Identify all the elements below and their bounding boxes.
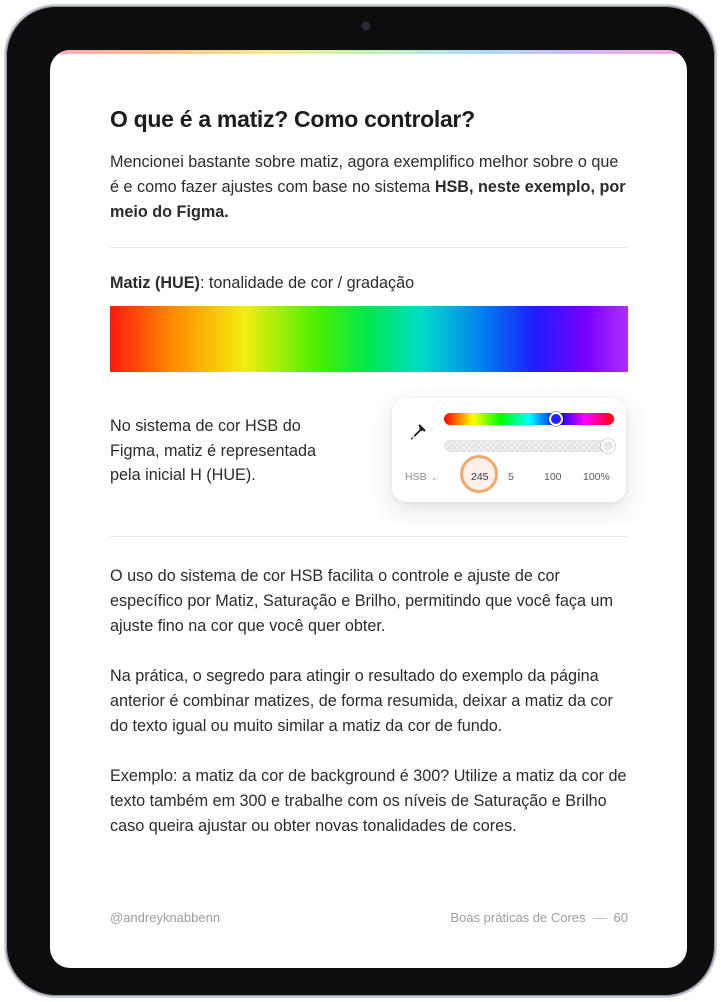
hue-value-field[interactable]: 245 (471, 471, 489, 483)
front-camera (362, 22, 370, 30)
page-number: 60 (613, 910, 628, 925)
body-paragraph: Exemplo: a matiz da cor de background é 300? Utilize a matiz da cor de texto também em 300 e trabalhe com os níveis de Saturação e Brilho caso queira ajustar ou obter novas tonalidades de cores. (110, 767, 627, 835)
saturation-value-field[interactable]: 5 (508, 471, 514, 483)
section-divider (110, 536, 628, 537)
body-paragraph: O uso do sistema de cor HSB facilita o controle e ajuste de cor específico por Matiz, Saturação e Brilho, permitindo que você faça um ajuste fino na cor que você quer obter. (110, 567, 613, 635)
eyedropper-icon[interactable] (408, 424, 426, 442)
hsb-explanation: No sistema de cor HSB do Figma, matiz é representada pela inicial H (HUE). (110, 417, 317, 484)
intro-bold-text: HSB, neste exemplo, por meio do Figma. (110, 178, 626, 221)
hue-label-term: Matiz (HUE) (110, 274, 200, 292)
intro-text: Mencionei bastante sobre matiz, agora exemplifico melhor sobre o que é e como fazer ajustes com base no sistema (110, 153, 619, 196)
hue-label-definition: : tonalidade de cor / gradação (199, 274, 415, 292)
color-mode-label: HSB (405, 471, 427, 483)
page-title: O que é a matiz? Como controlar? (110, 106, 475, 132)
hue-slider-knob[interactable] (549, 412, 563, 426)
hue-spectrum-bar (110, 306, 628, 372)
hue-label (110, 274, 414, 293)
book-title: Boas práticas de Cores (450, 910, 586, 925)
chevron-down-icon: ⌄ (430, 472, 439, 482)
hue-slider[interactable] (444, 413, 614, 425)
page-footer-info (450, 910, 628, 925)
intro-paragraph (110, 150, 628, 225)
brightness-value-field[interactable]: 100 (544, 471, 562, 483)
author-handle: @andreyknabbenn (110, 910, 221, 925)
tablet-device (4, 4, 717, 998)
section-divider (110, 247, 628, 248)
footer-divider-dash (593, 918, 607, 919)
color-picker-panel (392, 398, 626, 502)
opacity-value-field[interactable]: 100% (583, 471, 610, 483)
alpha-slider[interactable] (444, 440, 614, 452)
body-paragraph: Na prática, o segredo para atingir o resultado do exemplo da página anterior é combinar matizes, de forma resumida, deixar a matiz da cor do texto igual ou muito similar a matiz da cor de fundo. (110, 667, 613, 735)
color-mode-select[interactable] (405, 471, 438, 483)
alpha-slider-knob[interactable] (601, 439, 615, 453)
tablet-screen (50, 50, 687, 968)
screen-glow-edge (50, 50, 687, 54)
